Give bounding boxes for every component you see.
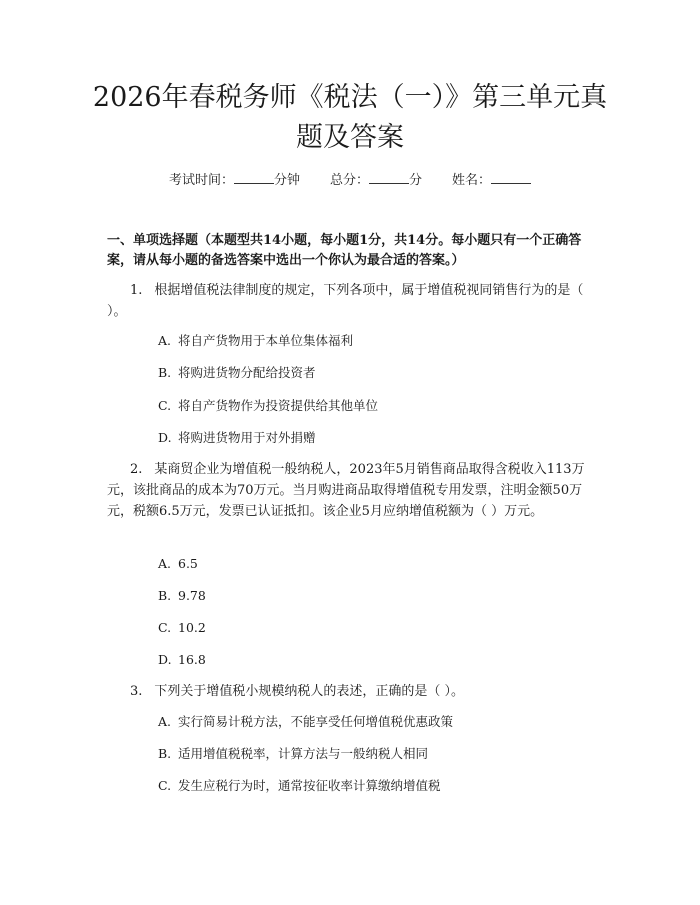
name-blank	[491, 171, 531, 184]
option-text: 将自产货物用于本单位集体福利	[178, 333, 354, 348]
option-2b[interactable]	[158, 587, 206, 605]
exam-meta	[0, 171, 700, 190]
option-letter: C.	[158, 620, 172, 635]
option-letter: A.	[158, 714, 172, 729]
question-text: 下列关于增值税小规模纳税人的表述，正确的是（ ）。	[154, 684, 465, 699]
question-text: 根据增值税法律制度的规定，下列各项中，属于增值税视同销售行为的是（ ）。	[107, 283, 584, 319]
option-text: 适用增值税税率，计算方法与一般纳税人相同	[178, 746, 429, 761]
option-text: 16.8	[178, 652, 206, 667]
option-text: 10.2	[178, 620, 206, 635]
score-label: 总分：	[329, 173, 369, 188]
title-line-1: 2026年春税务师《税法（一）》第三单元真	[92, 82, 608, 113]
option-letter: B.	[158, 588, 172, 603]
option-2a[interactable]	[158, 555, 198, 573]
option-letter: B.	[158, 746, 172, 761]
option-text: 发生应税行为时，通常按征收率计算缴纳增值税	[178, 778, 441, 793]
option-3a[interactable]	[158, 713, 453, 731]
option-letter: B.	[158, 365, 172, 380]
option-text: 9.78	[178, 588, 206, 603]
question-number: 3.	[130, 684, 143, 699]
time-label: 考试时间：	[168, 173, 234, 188]
question-number: 2.	[130, 462, 143, 477]
option-text: 6.5	[178, 556, 198, 571]
name-label: 姓名：	[452, 173, 492, 188]
option-letter: C.	[158, 398, 172, 413]
time-unit: 分钟	[273, 173, 300, 188]
time-blank	[234, 171, 274, 184]
option-2c[interactable]	[158, 619, 206, 637]
option-text: 将自产货物作为投资提供给其他单位	[178, 398, 379, 413]
option-1b[interactable]	[158, 364, 316, 382]
option-3c[interactable]	[158, 777, 441, 795]
question-2	[107, 459, 597, 522]
option-1d[interactable]	[158, 429, 316, 447]
option-letter: D.	[158, 430, 172, 445]
question-1	[107, 280, 597, 322]
option-2d[interactable]	[158, 651, 206, 669]
title-line-2: 题及答案	[296, 122, 404, 153]
question-number: 1.	[130, 283, 143, 298]
question-text: 某商贸企业为增值税一般纳税人，2023年5月销售商品取得含税收入113万元，该批商品的成本为70万元。当月购进商品取得增值税专用发票，注明金额50万元，税额6.5万元，发票已认证抵扣。该企业5月应纳增值税额为（ ）万元。	[107, 462, 585, 519]
option-letter: C.	[158, 778, 172, 793]
option-text: 实行简易计税方法，不能享受任何增值税优惠政策	[178, 714, 454, 729]
option-letter: A.	[158, 333, 172, 348]
page-title	[90, 78, 610, 158]
score-blank	[369, 171, 409, 184]
option-letter: A.	[158, 556, 172, 571]
question-3	[107, 681, 597, 702]
score-unit: 分	[409, 173, 423, 188]
option-1a[interactable]	[158, 332, 353, 350]
option-1c[interactable]	[158, 397, 378, 415]
option-text: 将购进货物分配给投资者	[178, 365, 316, 380]
option-3b[interactable]	[158, 745, 428, 763]
option-text: 将购进货物用于对外捐赠	[178, 430, 316, 445]
option-letter: D.	[158, 652, 172, 667]
section-heading: 一、单项选择题（本题型共14小题，每小题1分，共14分。每小题只有一个正确答案，请从每小题的备选答案中选出一个你认为最合适的答案。）	[107, 233, 582, 268]
